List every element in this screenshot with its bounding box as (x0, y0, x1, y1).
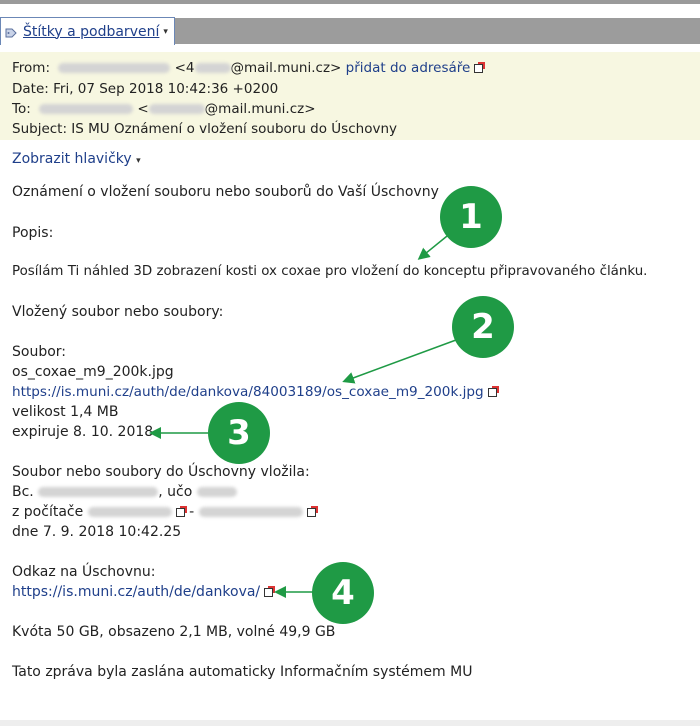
chevron-down-icon: ▾ (136, 156, 141, 166)
date-line: Date: Fri, 07 Sep 2018 10:42:36 +0200 (12, 81, 279, 97)
chevron-down-icon: ▾ (163, 26, 168, 37)
bottom-border (0, 720, 700, 726)
marker-3: 3 (208, 402, 270, 464)
description-text: Posílám Ti náhled 3D zobrazení kosti ox coxae pro vložení do konceptu připravovaného článku. (12, 264, 648, 279)
marker-2: 2 (452, 296, 514, 358)
file-name: os_coxae_m9_200k.jpg (12, 364, 174, 380)
to-label: To: (12, 101, 31, 117)
separator: - (184, 504, 199, 520)
tab-label: Štítky a podbarvení (23, 23, 160, 40)
intro-text: Oznámení o vložení souboru nebo souborů do Vaší Úschovny (12, 184, 439, 200)
storage-link-label: Odkaz na Úschovnu: (12, 564, 156, 580)
to-address-start: < (137, 101, 149, 117)
uco-label: , učo (158, 484, 193, 500)
file-label: Soubor: (12, 344, 67, 360)
file-size: velikost 1,4 MB (12, 404, 119, 420)
uploader-title: Bc. (12, 484, 34, 500)
files-label: Vložený soubor nebo soubory: (12, 304, 224, 320)
add-to-address-book-link[interactable]: přidat do adresáře (345, 60, 471, 76)
footer-text: Tato zpráva byla zaslána automaticky Informačním systémem MU (12, 664, 473, 680)
marker-4: 4 (312, 562, 374, 624)
from-computer-label: z počítače (12, 504, 84, 520)
quota-text: Kvóta 50 GB, obsazeno 2,1 MB, volné 49,9 GB (12, 624, 336, 640)
storage-link[interactable]: https://is.muni.cz/auth/de/dankova/ (12, 584, 261, 600)
subject-line: Subject: IS MU Oznámení o vložení souboru do Úschovny (12, 121, 397, 137)
description-label: Popis: (12, 225, 54, 241)
from-address-domain: @mail.muni.cz> (230, 60, 342, 76)
file-download-link[interactable]: https://is.muni.cz/auth/de/dankova/84003189/os_coxae_m9_200k.jpg (12, 384, 484, 400)
uploaded-by-label: Soubor nebo soubory do Úschovny vložila: (12, 464, 310, 480)
to-address-domain: @mail.muni.cz> (204, 101, 316, 117)
arrow-2 (345, 340, 456, 381)
from-address-start: <4 (174, 60, 195, 76)
marker-1: 1 (440, 186, 502, 248)
from-label: From: (12, 60, 50, 76)
show-headers-label: Zobrazit hlavičky (12, 151, 132, 167)
upload-date: dne 7. 9. 2018 10:42.25 (12, 524, 182, 540)
file-expiry: expiruje 8. 10. 2018 (12, 424, 154, 440)
